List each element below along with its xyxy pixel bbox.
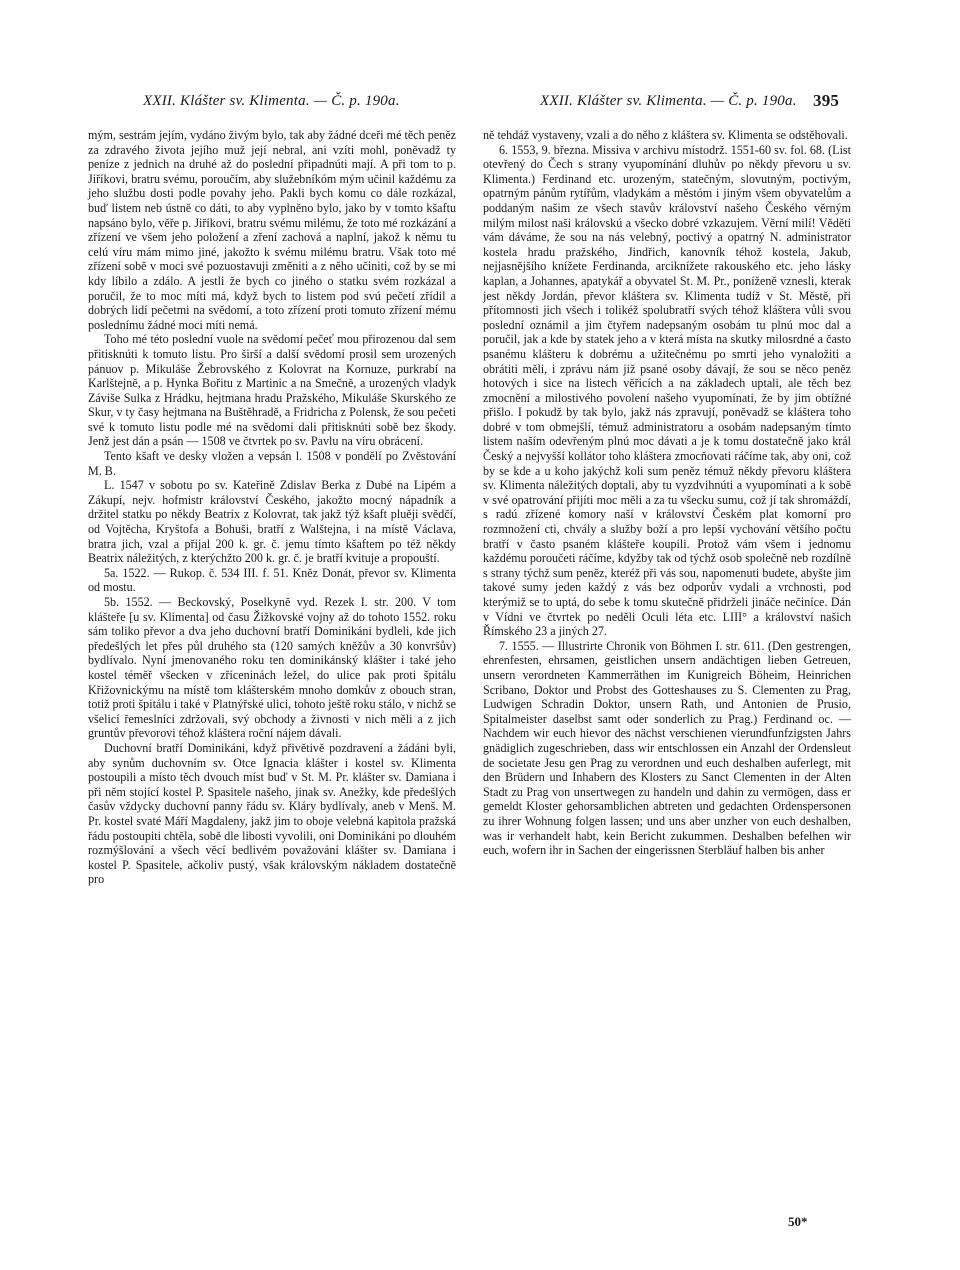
paragraph: Duchovní bratří Dominikáni, když přivětivě pozdravení a žádáni byli, aby synům duchovním sv. Otce Ignacia klášter i kostel sv. Klimenta postoupili a místo těch dvouch míst buď v St. M. Pr. klášter sv. Damiana i při něm stojící kostel P. Spasitele našeho, jinak sv. Anežky, kde předešlých časův vždycky duchovní panny řádu sv. Kláry bydlívaly, aneb v Menš. M. Pr. kostel svaté Máří Magdaleny, jakž jim to oboje velebná kapitola pražská řádu postoupiti chtěla, sobě dle libosti vyvolili, oni Dominikáni po dlouhém rozmýšlování a všech věcí bedlivém považování klášter sv. Damiana i kostel P. Spasitele, ačkoliv pustý, však královským nákladem dostatečně pro: [88, 740, 456, 887]
paragraph: Toho mé této poslední vuole na svědomí pečeť mou přirozenou dal sem přitisknúti k tomuto listu. Pro širší a další svědomí prosil sem urozených pánuov p. Mikuláše Žebrovského z Kolovrat na Kornuze, purkrabí na Karlštejně, a p. Hynka Bořitu z Martinic a na Smečně, a urozených vladyk Záviše Sulka z Hrádku, hejtmana hradu Pražského, Mikuláše Skurského ze Skur, v ty časy hejtmana na Buštěhradě, a Fridricha z Polensk, že sou pečeti své k tomuto listu podle mé na svědomí dali přitisknúti sobě bez škody. Jenž jest dán a psán — 1508 ve čtvrtek po sv. Pavlu na víru obrácení.: [88, 332, 456, 449]
paragraph: 5b. 1552. — Beckovský, Poselkyně vyd. Rezek I. str. 200. V tom klášteře [u sv. Klimenta] od času Žižkovské vojny až do tohoto 1552. roku sám toliko převor a dva jeho duchovní bratří Dominikáni bydleli, kde jich předešlých let přes půl druhého sta (120 samých kněžův a 30 konvršův) bydlívalo. Nyní jmenovaného roku ten dominikánský klášter i také jeho kostel téměř všecken v zříceninách ležel, do ulice pak proti špitálu Křižovnickýmu na místě tom klášterském mnoho domkův z obouch stran, totiž proti špitálu i také v Platnýřské ulici, tohoto ještě roku stálo, v nichž se všelicí řemeslníci zdržovali, svý obchody a živnosti v nich měli a z jich gruntův převorovi téhož kláštera roční nájem dávali.: [88, 595, 456, 741]
page-number: 395: [813, 91, 840, 110]
running-head-left: XXII. Klášter sv. Klimenta. — Č. p. 190a.: [143, 93, 400, 109]
paragraph: mým, sestrám jejím, vydáno živým bylo, tak aby žádné dceři mé těch peněz za zdravého života jejího muž její nebral, ani vzíti mohl, poněvadž ty peníze z jednich na druhé až do poslední připadnúti mají. A při tom to p. Jiříkovi, bratru svému, poroučím, aby služebníkóm mým učinil každému za jeho službu dosti podle povahy jeho. Pakli bych komu co dále rozkázal, buď listem neb ústně co dáti, to aby vyplněno bylo, jako by v tomto kšaftu napsáno bylo, věře p. Jiříkovi, bratru svému milému, že toto mé rozkázání a zřízení ve všem jeho položení a zření zachová a naplní, jakož k němu tu celú víru mám mimo jiné, jakožto k svému milému bratru. Však toto mé zřízení sobě v moci své pozuostavuji změniti a z něho učiniti, což by se mi kdy líbilo a zdálo. A jestli že bych co jiného o statku svém rozkázal a poručil, že to moc míti má, když bych to listem pod svú pečetí zřídil a dobrých lidí pečetmi na svědomí, a toto zřízení proti tomuto zřízení mému poslednímu žádné moci míti nemá.: [88, 128, 456, 332]
paragraph: 7. 1555. — Illustrirte Chronik von Böhmen I. str. 611. (Den gestrengen, ehrenfesten, ehrsamen, geistlichen unsern andächtigen lieben Getreuen, unsern verordneten Kammerräthen im Kunigreich Böheim, Heinrichen Scribano, Doktor und Probst des Gotteshauses zu S. Clementen zu Prag, Ludwigen Schradin Doktor, unsern Rath, und Antonien de Prusio, Spitalmeister daselbst samt oder sonderlich zu Prag.) Ferdinand oc. — Nachdem wir euch hievor des nächst verschienen vierundfunfzigsten Jahrs gnädiglich zugeschrieben, dass wir entschlossen ein Anzahl der Ordensleut de societate Jesu gen Prag zu verordnen und euch deshalben auferlegt, mit den Brüdern und Inhabern des Klosters zu Sanct Clementen in der Alten Stadt zu Prag von unsertwegen zu handeln und dahin zu vermögen, dass er gemeldt Kloster gehorsamblichen abtreten und gedachten Ordenspersonen zu ihrer Wohnung folgen lassen; und uns aber unzher von euch deshalben, was ir verhandelt habt, kein Bericht zukummen. Deshalben befelhen wir euch, wofern ihr in Sachen der eingerissnen Sterbläuf halben bis anher: [483, 638, 851, 858]
paragraph: Tento kšaft ve desky vložen a vepsán l. 1508 v pondělí po Zvěstování M. B.: [88, 449, 456, 478]
running-head-right: XXII. Klášter sv. Klimenta. — Č. p. 190a.: [540, 93, 797, 109]
page-header: [85, 91, 840, 117]
paragraph: L. 1547 v sobotu po sv. Kateřině Zdislav Berka z Dubé na Lipém a Zákupí, nejv. hofmistr království Českého, jakožto mocný nápadník a držitel statku po někdy Beatrix z Kolovrat, tak jakž týž kšaft pluěji svědčí, od Vojtěcha, Kryštofa a Bohuši, bratří z Walštejna, i na místě Václava, bratra jich, vzal a přijal 200 k. gr. č. jemu tímto kšaftem po též někdy Beatrix náležitých, z kterýchžto 200 k. gr. č. je bratří kvituje a propouští.: [88, 478, 456, 566]
paragraph: 6. 1553, 9. března. Missiva v archivu místodrž. 1551-60 sv. fol. 68. (List otevřený do Čech s strany vyupomínání dluhův po někdy převoru u sv. Klimenta.) Ferdinand etc. urozeným, statečným, slovutným, poctivým, opatrným pánům rytířům, vladykám a městóm i jiným všem obyvatelům a poddaným našim ze všech stavův království našeho Českého věrným milým milost naši královskú a všecko dobré vzkazujem. Věrní milí! Věděti vám dáváme, že sou na nás velebný, poctivý a opatrný N. administrator kostela hradu pražského, Jindřich, kanovník téhož kostela, Jakub, nejjasnějšího knížete Ferdinanda, arciknížete rakouského etc. jeho lásky kaplan, a Johannes, apatykář a obyvatel St. M. Pr., poníženě vznesli, kterak jest někdy Jordán, převor kláštera sv. Klimenta tudíž v St. Městě, při přítomnosti jich všech i tolikéž spolubratří svých téhož kláštera vůli svou poslední oznámil a jim čtyřem nadepsaným osobám tu plnú moc dal a poručil, jak a kde by statek jeho a v která místa na skutky milosrdné a často psanému klášteru k dobrému a užitečnému po smrti jeho vynaložiti a obrátiti měli, i zprávu nám již psané osoby dávají, že sou se něco peněz hotových i sice na listech věřicích a na základech uptali, ale těch bez zmocnění a milostivého povolení našeho vyupomínati, že by jim obtížné přišlo. I pokudž by tak bylo, jakž nás zpravují, poněvadž se kláštera toho dobré v tom obmejšlí, témuž administratoru a osobám nadepsaným tímto listem naším odevřeným plnú moc dávati a je k tomu dostatečně jako král Český a nejvyšší kollátor toho kláštera zmocňovati ráčíme tak, aby oni, což by se kde a u koho jakýchž koli sum peněz témuž někdy převoru kláštera sv. Klimenta náležitých doptali, aby tu vyzdvihnúti a vyupomínati a k sobě v své opatrování přijíti moc měli a za tu všecku sumu, což jí tak shromáždí, s radú zřízené komory naší v království Českém plat komorní pro rozmnožení cti, chvály a služby boží a pro lepší vychování většího počtu bratří v často psaném klášteře koupili. Protož vám všem i jednomu každému poroučeti ráčíme, kdyžby tak od týchž osob společně neb rozdílně s strany týchž sum peněz, kteréž při vás sou, napomenuti budete, abyšte jim takové sumy jeden každý z vás bez odporův vydali a vrchnosti, pod kterýmiž se to uptá, do sebe k tomu skutečně přidrželi jináče nečiníce. Dán v Vídni ve čtvrtek po neděli Oculi léta etc. LIII° a království našich Římského 23 a jiných 27.: [483, 142, 851, 639]
left-column: [88, 128, 456, 887]
paragraph: 5a. 1522. — Rukop. č. 534 III. f. 51. Kněz Donát, převor sv. Klimenta od mostu.: [88, 565, 456, 595]
signature-mark: 50*: [788, 1214, 808, 1229]
right-column: [483, 128, 851, 858]
paragraph: ně tehdáž vystaveny, vzali a do něho z kláštera sv. Klimenta se odstěhovali.: [483, 128, 848, 142]
